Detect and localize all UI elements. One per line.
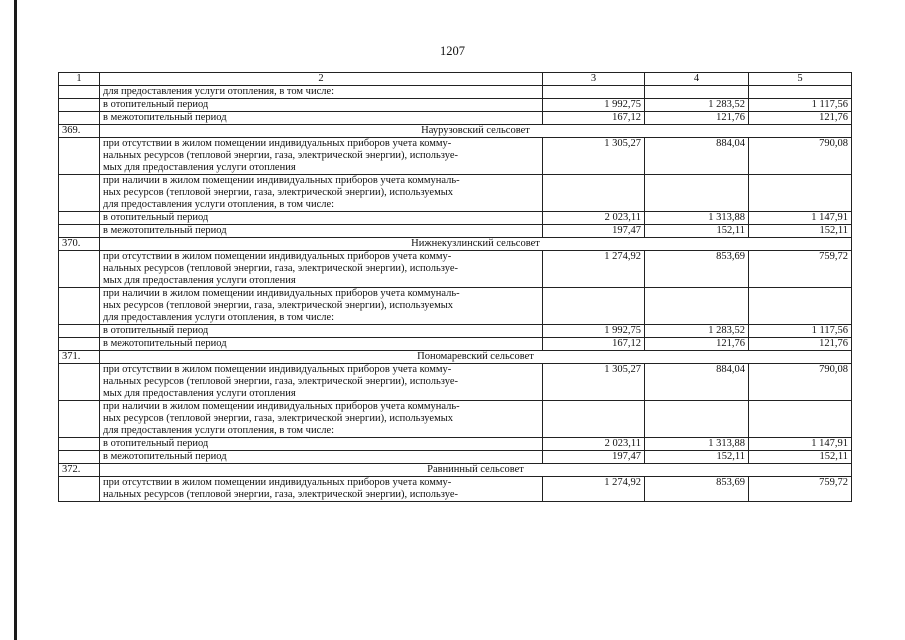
value-col-5: 1 147,91 — [749, 438, 852, 451]
value-col-5 — [749, 86, 852, 99]
value-col-4: 1 313,88 — [645, 438, 749, 451]
section-number: 370. — [59, 238, 100, 251]
table-row — [59, 401, 852, 438]
value-col-5: 1 117,56 — [749, 99, 852, 112]
value-col-3 — [543, 288, 645, 325]
value-col-3: 1 274,92 — [543, 477, 645, 502]
tariff-table — [58, 72, 852, 502]
value-col-5: 759,72 — [749, 477, 852, 502]
section-title: Равнинный сельсовет — [100, 464, 852, 477]
scan-edge-line — [14, 0, 17, 640]
value-col-3 — [543, 175, 645, 212]
row-number-cell — [59, 86, 100, 99]
row-number-cell — [59, 338, 100, 351]
row-number-cell — [59, 112, 100, 125]
section-header-row — [59, 464, 852, 477]
value-col-5: 152,11 — [749, 451, 852, 464]
value-col-3: 167,12 — [543, 338, 645, 351]
column-header-1: 1 — [59, 73, 100, 86]
row-description: при наличии в жилом помещении индивидуальных приборов учета коммуналь- ных ресурсов (тепловой энергии, газа, электрической энергии), используемых для предоставления услуги отопления, в том числе: — [100, 288, 543, 325]
value-col-5: 121,76 — [749, 338, 852, 351]
section-number: 369. — [59, 125, 100, 138]
value-col-3: 1 274,92 — [543, 251, 645, 288]
section-header-row — [59, 125, 852, 138]
value-col-5: 121,76 — [749, 112, 852, 125]
row-number-cell — [59, 364, 100, 401]
value-col-5: 1 117,56 — [749, 325, 852, 338]
value-col-3: 2 023,11 — [543, 438, 645, 451]
section-header-row — [59, 238, 852, 251]
column-header-3: 3 — [543, 73, 645, 86]
page-number: 1207 — [440, 44, 465, 58]
value-col-3: 197,47 — [543, 451, 645, 464]
value-col-4 — [645, 175, 749, 212]
row-description: при отсутствии в жилом помещении индивидуальных приборов учета комму- нальных ресурсов (тепловой энергии, газа, электрической энергии), используе- мых для предоставления услуги отопления — [100, 138, 543, 175]
value-col-5: 790,08 — [749, 364, 852, 401]
value-col-5: 759,72 — [749, 251, 852, 288]
column-header-row — [59, 73, 852, 86]
table-row — [59, 325, 852, 338]
value-col-4: 1 313,88 — [645, 212, 749, 225]
row-number-cell — [59, 225, 100, 238]
row-number-cell — [59, 325, 100, 338]
row-description: в межотопительный период — [100, 225, 543, 238]
table-row — [59, 138, 852, 175]
table-row — [59, 477, 852, 502]
row-description: в отопительный период — [100, 325, 543, 338]
column-header-5: 5 — [749, 73, 852, 86]
row-description: в отопительный период — [100, 438, 543, 451]
value-col-3 — [543, 86, 645, 99]
value-col-4 — [645, 401, 749, 438]
row-description: при наличии в жилом помещении индивидуальных приборов учета коммуналь- ных ресурсов (тепловой энергии, газа, электрической энергии), используемых для предоставления услуги отопления, в том числе: — [100, 175, 543, 212]
value-col-3: 167,12 — [543, 112, 645, 125]
column-header-2: 2 — [100, 73, 543, 86]
table-row — [59, 338, 852, 351]
row-description: при отсутствии в жилом помещении индивидуальных приборов учета комму- нальных ресурсов (тепловой энергии, газа, электрической энергии), используе- мых для предоставления услуги отопления — [100, 364, 543, 401]
row-description: для предоставления услуги отопления, в том числе: — [100, 86, 543, 99]
value-col-4: 121,76 — [645, 338, 749, 351]
row-number-cell — [59, 99, 100, 112]
value-col-3: 1 992,75 — [543, 325, 645, 338]
value-col-4: 853,69 — [645, 477, 749, 502]
value-col-5 — [749, 175, 852, 212]
row-description: при отсутствии в жилом помещении индивидуальных приборов учета комму- нальных ресурсов (тепловой энергии, газа, электрической энергии), используе- мых для предоставления услуги отопления — [100, 251, 543, 288]
section-title: Пономаревский сельсовет — [100, 351, 852, 364]
value-col-4: 152,11 — [645, 225, 749, 238]
row-description: при отсутствии в жилом помещении индивидуальных приборов учета комму- нальных ресурсов (тепловой энергии, газа, электрической энергии), используе- — [100, 477, 543, 502]
row-number-cell — [59, 451, 100, 464]
row-number-cell — [59, 438, 100, 451]
value-col-4 — [645, 288, 749, 325]
section-title: Нижнекузлинский сельсовет — [100, 238, 852, 251]
value-col-4: 1 283,52 — [645, 325, 749, 338]
value-col-4 — [645, 86, 749, 99]
table-row — [59, 99, 852, 112]
section-number: 371. — [59, 351, 100, 364]
table-row — [59, 364, 852, 401]
row-number-cell — [59, 401, 100, 438]
value-col-5: 1 147,91 — [749, 212, 852, 225]
column-header-4: 4 — [645, 73, 749, 86]
section-header-row — [59, 351, 852, 364]
section-title: Наурузовский сельсовет — [100, 125, 852, 138]
table-row — [59, 112, 852, 125]
value-col-5 — [749, 288, 852, 325]
row-number-cell — [59, 175, 100, 212]
row-description: в отопительный период — [100, 99, 543, 112]
value-col-4: 152,11 — [645, 451, 749, 464]
row-description: в межотопительный период — [100, 451, 543, 464]
value-col-3: 2 023,11 — [543, 212, 645, 225]
value-col-5: 790,08 — [749, 138, 852, 175]
table-row — [59, 451, 852, 464]
value-col-4: 884,04 — [645, 364, 749, 401]
table-row — [59, 438, 852, 451]
table-row — [59, 251, 852, 288]
value-col-5 — [749, 401, 852, 438]
value-col-5: 152,11 — [749, 225, 852, 238]
row-description: в отопительный период — [100, 212, 543, 225]
row-description: в межотопительный период — [100, 112, 543, 125]
table-row — [59, 212, 852, 225]
section-number: 372. — [59, 464, 100, 477]
row-number-cell — [59, 251, 100, 288]
value-col-3: 1 305,27 — [543, 138, 645, 175]
tariff-table-body — [59, 73, 852, 502]
table-row — [59, 86, 852, 99]
value-col-4: 853,69 — [645, 251, 749, 288]
row-number-cell — [59, 138, 100, 175]
table-row — [59, 175, 852, 212]
table-row — [59, 288, 852, 325]
row-number-cell — [59, 288, 100, 325]
value-col-3: 1 305,27 — [543, 364, 645, 401]
row-number-cell — [59, 212, 100, 225]
table-row — [59, 225, 852, 238]
row-number-cell — [59, 477, 100, 502]
row-description: в межотопительный период — [100, 338, 543, 351]
value-col-4: 121,76 — [645, 112, 749, 125]
value-col-3: 197,47 — [543, 225, 645, 238]
value-col-3 — [543, 401, 645, 438]
value-col-4: 1 283,52 — [645, 99, 749, 112]
value-col-4: 884,04 — [645, 138, 749, 175]
row-description: при наличии в жилом помещении индивидуальных приборов учета коммуналь- ных ресурсов (тепловой энергии, газа, электрической энергии), используемых для предоставления услуги отопления, в том числе: — [100, 401, 543, 438]
value-col-3: 1 992,75 — [543, 99, 645, 112]
